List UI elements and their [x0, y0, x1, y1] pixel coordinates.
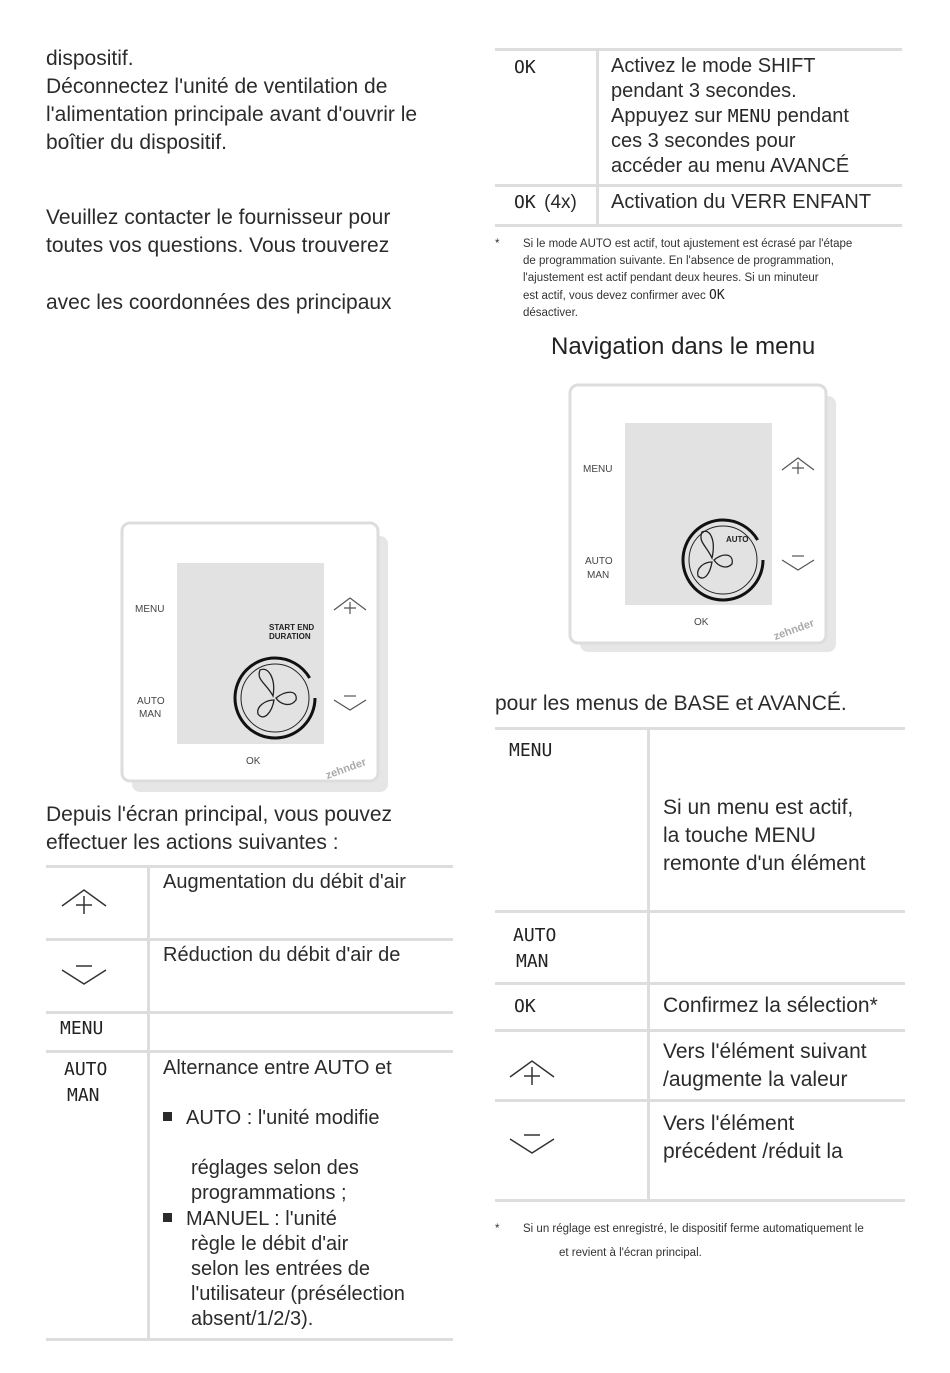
nav-menu-desc: Si un menu est actif, la touche MENU remonte d'un élément [663, 796, 866, 875]
device-illustration-menu [566, 380, 841, 655]
ok4-key: OK (4x) [514, 192, 577, 213]
ok4-desc: Activation du VERR ENFANT [611, 191, 872, 213]
nav-minus-icon [508, 1131, 556, 1157]
device2-auto-label: AUTO [585, 556, 613, 567]
ok-desc: Activez le mode SHIFT pendant 3 secondes. Appuyez sur MENU pendant ces 3 secondes pour accéder au menu AVANCÉ [611, 55, 850, 177]
row-auto-desc: Alternance entre AUTO et [163, 1057, 392, 1079]
footnote-1: Si le mode AUTO est actif, tout ajustement est écrasé par l'étape de programmation suivante. En l'absence de programmation, l'ajustement est actif pendant deux heures. Si un minuteur est actif, vous devez confirmer avec OK désactiver. [523, 238, 853, 319]
device1-duration-label: DURATION [269, 632, 311, 641]
bullet-auto-rest: réglages selon des programmations ; [191, 1157, 359, 1204]
contact-paragraph: Veuillez contacter le fournisseur pour toutes vos questions. Vous trouverez [46, 206, 391, 257]
bullet-manual-rest: règle le débit d'air selon les entrées de l'utilisateur (présélection absent/1/2/3). [191, 1233, 405, 1330]
device1-brand-logo: zehnder [324, 756, 368, 782]
device-illustration-main-screen [118, 518, 393, 793]
device2-auto-indicator: AUTO [726, 535, 749, 544]
row-menu-key: MENU [60, 1018, 104, 1039]
device2-brand-logo: zehnder [772, 617, 816, 643]
minus-icon [60, 962, 108, 988]
nav-menu-key: MENU [509, 740, 553, 761]
device1-man-label: MAN [139, 709, 162, 720]
device1-ok-label: OK [246, 756, 261, 767]
nav-ok-key: OK [514, 996, 536, 1017]
nav-plus-desc: Vers l'élément suivant /augmente la valeur [663, 1040, 867, 1091]
ok-key: OK [514, 57, 536, 78]
actions-intro: Depuis l'écran principal, vous pouvez effectuer les actions suivantes : [46, 803, 393, 854]
section-title: Navigation dans le menu [551, 333, 816, 360]
device1-start-end-label: START END [269, 623, 315, 632]
menus-line: pour les menus de BASE et AVANCÉ. [495, 692, 847, 715]
plus-icon [60, 886, 108, 916]
footnote-2-line1: Si un réglage est enregistré, le dispositif ferme automatiquement le [523, 1223, 864, 1235]
nav-minus-desc: Vers l'élément précédent /réduit la [663, 1112, 843, 1163]
row-auto-key: AUTO MAN [64, 1059, 108, 1106]
device2-ok-label: OK [694, 617, 709, 628]
coordinates-line: avec les coordonnées des principaux [46, 291, 392, 314]
nav-plus-icon [508, 1057, 556, 1087]
footnote-star-2: * [495, 1223, 500, 1235]
device1-menu-label: MENU [135, 604, 165, 615]
device2-menu-label: MENU [583, 464, 613, 475]
footnote-2-line2: et revient à l'écran principal. [559, 1247, 702, 1259]
device1-auto-label: AUTO [137, 696, 165, 707]
nav-ok-desc: Confirmez la sélection* [663, 994, 878, 1017]
device2-man-label: MAN [587, 570, 610, 581]
footnote-star-1: * [495, 238, 500, 250]
bullet-auto: AUTO : l'unité modifie [163, 1106, 380, 1131]
nav-auto-key: AUTO MAN [513, 925, 557, 972]
intro-paragraph: dispositif. Déconnectez l'unité de ventilation de l'alimentation principale avant d'ouvrir le boîtier du dispositif. [46, 47, 418, 154]
row-minus-desc: Réduction du débit d'air de [163, 944, 401, 966]
row-plus-desc: Augmentation du débit d'air [163, 871, 406, 893]
bullet-manual: MANUEL : l'unité [163, 1207, 337, 1232]
